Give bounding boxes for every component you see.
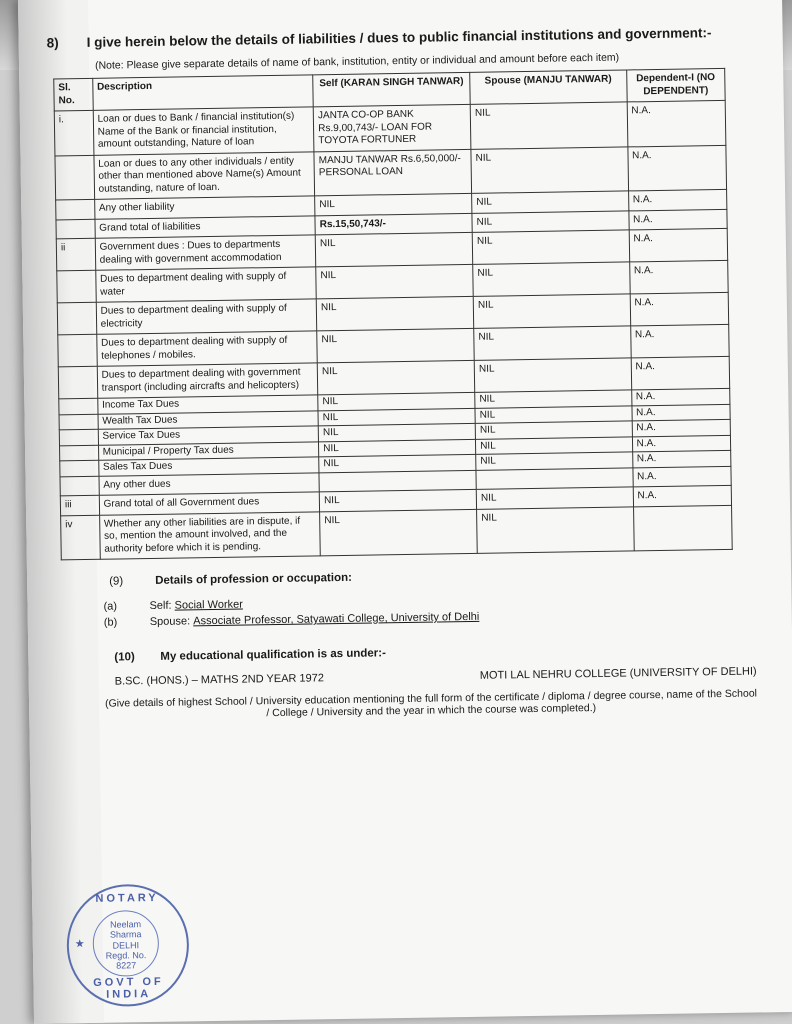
cell-description: Municipal / Property Tax dues: [98, 441, 319, 460]
cell-self: NIL: [317, 328, 474, 362]
cell-spouse: NIL: [472, 210, 629, 232]
cell-dependent: N.A.: [632, 404, 731, 421]
cell-self: NIL: [319, 454, 476, 472]
cell-dependent: N.A.: [629, 260, 728, 294]
cell-dependent: N.A.: [628, 189, 727, 210]
cell-sl: [56, 199, 95, 219]
cell-dependent: N.A.: [630, 292, 729, 326]
cell-self: NIL: [318, 423, 475, 441]
cell-description: Dues to department dealing with government transport (including aircrafts and helicopters): [97, 363, 318, 398]
cell-spouse: NIL: [474, 358, 631, 392]
section-9-title: Details of profession or occupation:: [155, 571, 353, 587]
stamp-name: Neelam Sharma: [109, 919, 142, 941]
cell-sl: [60, 445, 99, 461]
cell-spouse: NIL: [472, 230, 629, 264]
cell-sl: [57, 270, 96, 303]
section-10-title: My educational qualification is as under:-: [160, 647, 386, 663]
cell-sl: [56, 219, 95, 239]
stamp-number: 8227: [116, 960, 137, 971]
section-8-title: I give herein below the details of liabilities / dues to public financial institutions and government:-: [86, 25, 712, 50]
cell-spouse: NIL: [475, 421, 632, 439]
cell-self: NIL: [319, 489, 476, 511]
cell-spouse: [476, 467, 633, 489]
cell-description: Dues to department dealing with supply of water: [95, 267, 316, 302]
cell-dependent: N.A.: [632, 466, 731, 487]
cell-dependent: N.A.: [633, 485, 732, 506]
qualification-instruction: (Give details of highest School / University education mentioning the full form of the certificate / diploma / degree course, name of the School / College / University and the year in which the course was completed.): [104, 687, 758, 720]
cell-dependent: N.A.: [627, 145, 726, 191]
cell-sl: [60, 460, 99, 476]
cell-self: NIL: [315, 193, 472, 215]
stamp-top-text: NOTARY: [95, 891, 159, 905]
cell-self: Rs.15,50,743/-: [315, 213, 472, 235]
qualification-line: [115, 665, 757, 687]
cell-self: JANTA CO-OP BANK Rs.9,00,743/- LOAN FOR TOYOTA FORTUNER: [313, 104, 471, 151]
cell-spouse: NIL: [472, 191, 629, 213]
stamp-regd: Regd. No.: [105, 950, 147, 961]
cell-dependent: N.A.: [632, 435, 731, 452]
cell-spouse: NIL: [475, 390, 632, 408]
star-icon: ★: [74, 938, 85, 951]
cell-description: Any other dues: [99, 472, 320, 495]
item-b-key: (b): [103, 616, 118, 629]
cell-sl: [60, 476, 99, 496]
cell-description: Dues to department dealing with supply of electricity: [96, 299, 317, 334]
stamp-bottom-text: GOVT OF INDIA: [93, 975, 164, 1001]
cell-spouse: NIL: [477, 506, 634, 553]
section-10-number: (10): [114, 651, 135, 664]
cell-spouse: NIL: [470, 102, 627, 149]
cell-self: NIL: [317, 360, 474, 394]
cell-sl: i.: [54, 110, 93, 155]
section-8-note: (Note: Please give separate details of name of bank, institution, entity or individual and amount before each item): [94, 51, 620, 72]
cell-sl: [59, 398, 98, 414]
page-content: [47, 25, 758, 723]
cell-description: Income Tax Dues: [97, 395, 318, 414]
cell-sl: [57, 302, 96, 335]
cell-sl: [58, 334, 97, 367]
college-text: MOTI LAL NEHRU COLLEGE (UNIVERSITY OF DELHI): [479, 665, 757, 682]
cell-spouse: NIL: [474, 326, 631, 360]
cell-sl: [59, 414, 98, 430]
cell-self: NIL: [316, 264, 473, 298]
section-8-number: 8): [46, 35, 59, 51]
section-9-number: (9): [109, 575, 124, 588]
cell-sl: ii: [56, 238, 95, 271]
item-a-key: (a): [103, 600, 118, 613]
cell-dependent: N.A.: [629, 228, 728, 262]
cell-description: Dues to department dealing with supply of telephones / mobiles.: [96, 331, 317, 366]
cell-description: Service Tax Dues: [98, 426, 319, 445]
cell-description: Wealth Tax Dues: [98, 410, 319, 429]
notary-stamp: [66, 883, 190, 1007]
cell-dependent: N.A.: [631, 388, 730, 405]
cell-description: Grand total of liabilities: [95, 215, 316, 238]
cell-spouse: NIL: [476, 487, 633, 509]
section-9-heading: [109, 565, 755, 587]
header-sl-no: Sl. No.: [54, 78, 93, 111]
cell-sl: [59, 429, 98, 445]
cell-dependent: N.A.: [630, 324, 729, 358]
cell-self: NIL: [319, 439, 476, 457]
cell-dependent: [633, 505, 732, 551]
cell-self: NIL: [320, 509, 478, 556]
cell-sl: [55, 155, 94, 200]
item-a-value: Social Worker: [174, 598, 243, 612]
header-dependent: Dependent-I (NO DEPENDENT): [626, 68, 725, 102]
item-b-label: Spouse:: [149, 615, 191, 628]
cell-description: Any other liability: [94, 196, 315, 219]
cell-description: Whether any other liabilities are in dispute, if so, mention the amount involved, and the authority before which it is pending.: [99, 511, 320, 559]
cell-description: Loan or dues to Bank / financial institution(s) Name of the Bank or financial institution, amount outstanding, Nature of loan: [93, 107, 314, 155]
cell-spouse: NIL: [475, 405, 632, 423]
header-description: Description: [92, 75, 313, 110]
cell-description: Grand total of all Government dues: [99, 492, 320, 515]
cell-description: Loan or dues to any other individuals / entity other than mentioned above Name(s) Amount outstanding, nature of loan.: [94, 151, 315, 199]
section-8-heading: [47, 25, 747, 51]
cell-spouse: NIL: [476, 452, 633, 470]
cell-sl: [58, 366, 97, 399]
header-spouse: Spouse (MANJU TANWAR): [470, 70, 627, 104]
cell-spouse: NIL: [471, 146, 628, 193]
document-page: [18, 0, 792, 1024]
cell-dependent: N.A.: [632, 450, 731, 467]
cell-dependent: N.A.: [631, 356, 730, 390]
cell-spouse: NIL: [473, 262, 630, 296]
cell-self: MANJU TANWAR Rs.6,50,000/- PERSONAL LOAN: [314, 149, 472, 196]
cell-dependent: N.A.: [627, 100, 726, 146]
cell-sl: iv: [61, 515, 100, 560]
cell-self: NIL: [318, 408, 475, 426]
cell-self: NIL: [318, 392, 475, 410]
cell-self: NIL: [315, 232, 472, 266]
cell-dependent: N.A.: [628, 209, 727, 230]
header-self: Self (KARAN SINGH TANWAR): [313, 72, 470, 106]
cell-self: [319, 470, 476, 492]
section-10-heading: [114, 641, 756, 663]
item-a-label: Self:: [149, 599, 172, 613]
table-row: [61, 505, 733, 560]
cell-self: NIL: [316, 296, 473, 330]
item-b-value: Associate Professor, Satyawati College, University of Delhi: [193, 610, 480, 628]
profession-list: [103, 589, 755, 631]
cell-spouse: NIL: [476, 436, 633, 454]
cell-sl: iii: [60, 495, 99, 515]
cell-description: Government dues : Dues to departments dealing with government accommodation: [95, 235, 316, 270]
cell-spouse: NIL: [473, 294, 630, 328]
stamp-city: DELHI: [112, 939, 140, 951]
cell-dependent: N.A.: [632, 419, 731, 436]
degree-text: B.SC. (HONS.) – MATHS 2ND YEAR 1972: [114, 672, 325, 688]
liabilities-table: [53, 68, 732, 560]
stamp-inner-circle: [92, 910, 159, 977]
cell-description: Sales Tax Dues: [98, 457, 319, 476]
